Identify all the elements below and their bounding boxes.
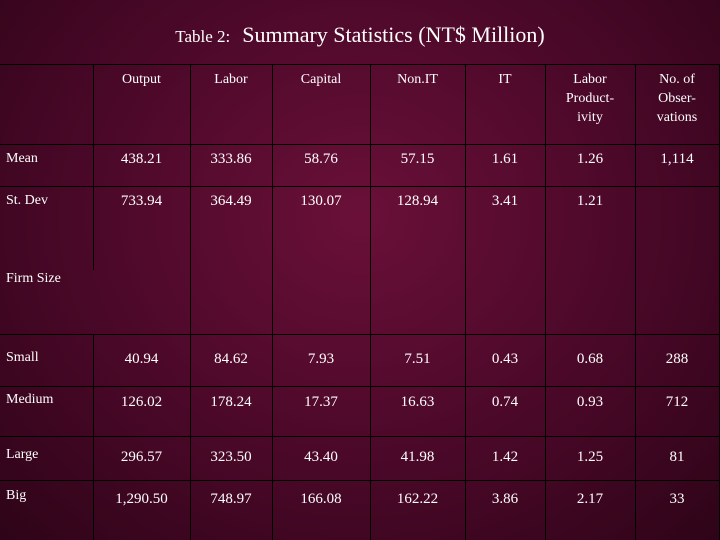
table-cell: 0.93: [576, 394, 604, 410]
table-number: Table 2:: [175, 27, 231, 46]
table-cell: 7.93: [307, 351, 335, 367]
table-cell: 130.07: [300, 193, 342, 209]
table-cell: 41.98: [400, 449, 435, 465]
table-cell: 40.94: [124, 351, 159, 367]
table-cell: 712: [665, 394, 689, 410]
row-label-large: Large: [6, 447, 39, 462]
table-cell: 1.25: [576, 449, 604, 465]
table-cell: 1,290.50: [115, 491, 168, 507]
table-caption: Summary Statistics (NT$ Million): [242, 22, 545, 47]
column-divider: [465, 64, 466, 540]
table-title: [0, 22, 720, 48]
table-cell: 58.76: [304, 151, 338, 167]
table-cell: 288: [665, 351, 689, 367]
table-cell: 57.15: [400, 151, 435, 167]
header-observations: No. of Obser- vations: [656, 72, 698, 125]
row-divider: [0, 436, 720, 437]
table-cell: 1,114: [660, 151, 694, 167]
row-label-medium: Medium: [6, 392, 54, 407]
table-cell: 3.41: [491, 193, 519, 209]
row-divider: [0, 480, 720, 481]
table-cell: 1.21: [576, 193, 604, 209]
table-cell: 748.97: [210, 491, 252, 507]
table-cell: 43.40: [304, 449, 338, 465]
header-labor: Labor: [214, 72, 248, 87]
header-output: Output: [122, 72, 161, 87]
header-capital: Capital: [300, 72, 342, 87]
table-cell: 16.63: [400, 394, 435, 410]
header-nonit: Non.IT: [397, 72, 438, 87]
row-label-small: Small: [6, 350, 39, 365]
table-cell: 296.57: [120, 449, 163, 465]
row-divider: [0, 186, 720, 187]
row-label-stdev: St. Dev: [6, 193, 48, 208]
column-divider: [272, 64, 273, 540]
column-divider: [190, 64, 191, 540]
table-cell: 162.22: [396, 491, 439, 507]
column-divider: [635, 64, 636, 540]
summary-statistics-table: [0, 64, 720, 540]
column-divider: [370, 64, 371, 540]
column-divider: [545, 64, 546, 540]
row-divider: [0, 64, 720, 65]
table-cell: 178.24: [210, 394, 252, 410]
row-divider: [0, 334, 720, 335]
table-cell: 84.62: [214, 351, 248, 367]
table-cell: 0.43: [491, 351, 519, 367]
table-cell: 166.08: [300, 491, 342, 507]
table-cell: 17.37: [304, 394, 338, 410]
table-cell: 1.61: [491, 151, 519, 167]
header-labor-productivity: Labor Product- ivity: [565, 72, 615, 125]
row-divider: [0, 386, 720, 387]
table-cell: 733.94: [120, 193, 163, 209]
table-cell: 1.42: [491, 449, 519, 465]
header-it: IT: [498, 72, 512, 87]
table-cell: 126.02: [120, 394, 163, 410]
table-cell: 7.51: [404, 351, 431, 367]
row-divider: [0, 144, 720, 145]
row-label-mean: Mean: [6, 151, 38, 166]
table-cell: 1.26: [576, 151, 604, 167]
table-cell: 2.17: [576, 491, 604, 507]
table-cell: 81: [669, 449, 685, 465]
table-cell: 0.68: [576, 351, 604, 367]
section-label-firm-size: Firm Size: [6, 271, 61, 286]
table-cell: 33: [669, 491, 685, 507]
row-label-big: Big: [6, 488, 27, 503]
table-cell: 323.50: [210, 449, 252, 465]
table-cell: 128.94: [396, 193, 439, 209]
table-cell: 364.49: [210, 193, 252, 209]
table-cell: 0.74: [491, 394, 519, 410]
table-cell: 333.86: [210, 151, 252, 167]
table-cell: 438.21: [120, 151, 163, 167]
table-cell: 3.86: [491, 491, 519, 507]
